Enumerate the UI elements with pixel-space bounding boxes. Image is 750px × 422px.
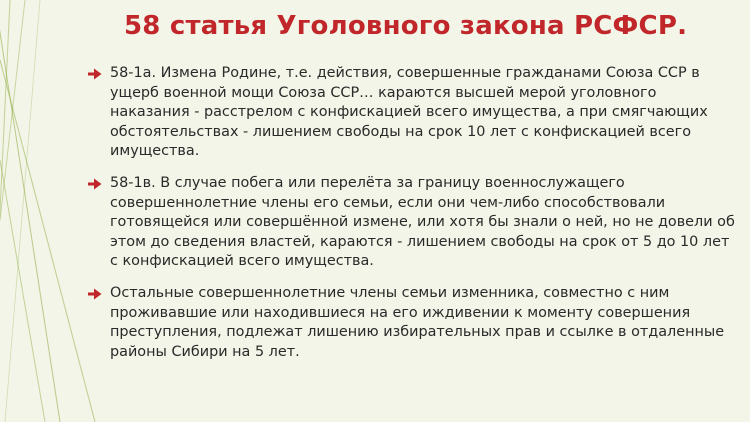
- bullet-text: 58-1в. В случае побега или перелёта за границу военнослужащего совершеннолетние члены его семьи, если они чем-либо способствовали готовящейся или совершённой измене, или хотя бы знали о ней, но не довели об этом до сведения властей, караются - лишением свободы на срок от 5 до 10 лет с конфискацией всего имущества.: [110, 174, 735, 270]
- bullet-item: [88, 284, 738, 362]
- bullet-list: [88, 64, 738, 374]
- arrow-bullet-icon: [88, 288, 102, 300]
- bullet-item: [88, 174, 738, 272]
- bullet-text: Остальные совершеннолетние члены семьи изменника, совместно с ним проживавшие или находившиеся на его иждивении к моменту совершения преступления, подлежат лишению избирательных прав и ссылке в отдаленные районы Сибири на 5 лет.: [110, 284, 725, 360]
- bullet-item: [88, 64, 738, 162]
- bullet-text: 58-1а. Измена Родине, т.е. действия, совершенные гражданами Союза ССР в ущерб военной мощи Союза ССР… караются высшей мерой уголовного наказания - расстрелом с конфискацией всего имущества, а при смягчающих обстоятельствах - лишением свободы на срок 10 лет с конфискацией всего имущества.: [110, 65, 708, 160]
- arrow-bullet-icon: [88, 178, 102, 190]
- arrow-bullet-icon: [88, 68, 102, 80]
- slide-title: 58 статья Уголовного закона РСФСР.: [124, 11, 688, 41]
